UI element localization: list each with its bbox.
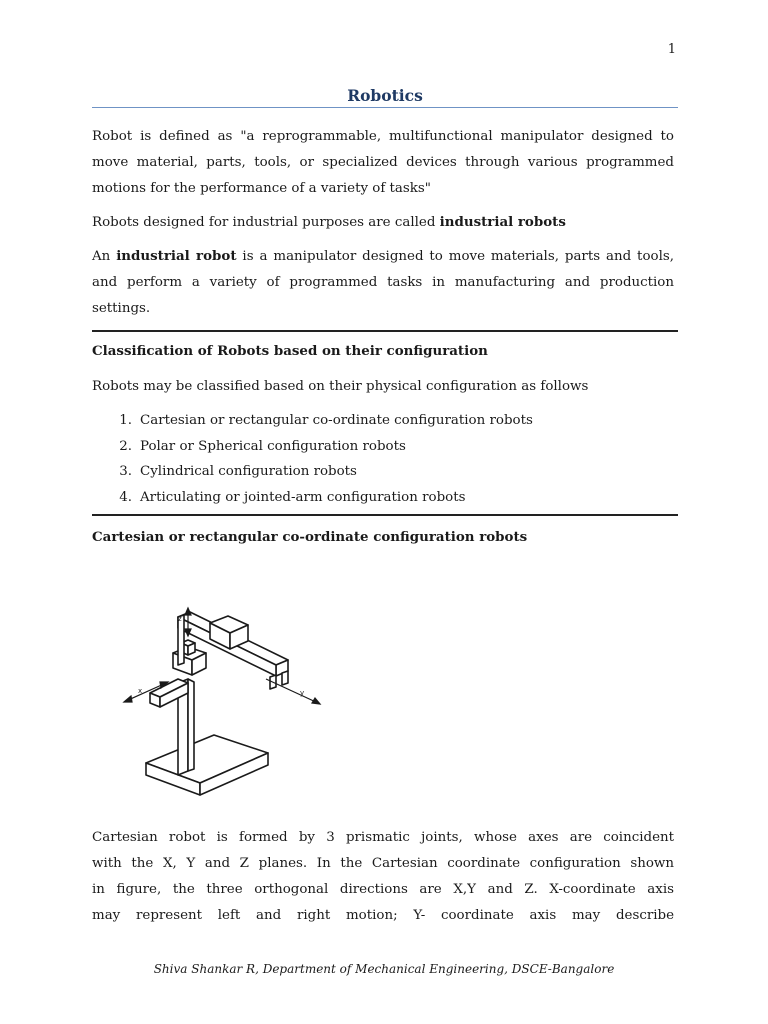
cartesian-description [92,825,674,929]
list-item-number: 4. [119,489,132,505]
industrial-def-term: industrial robot [116,248,237,264]
list-item [92,485,674,511]
text-line: may represent left and right motion; Y- coordinate axis may describe [92,908,674,923]
list-item [92,434,674,460]
list-item [92,459,674,485]
classification-heading: Classification of Robots based on their configuration [92,343,488,359]
main-content [92,124,674,550]
list-item-text: Cylindrical configuration robots [140,464,357,479]
industrial-definition-paragraph [92,243,674,322]
list-item-number: 3. [119,464,132,479]
figure-label-z: z [178,615,182,623]
definition-paragraph: Robot is defined as "a reprogrammable, multifunctional manipulator designed to move material, parts, tools, or specialized devices through various programmed motions for the performance of a variety of tasks" [92,129,674,196]
industrial-term: industrial robots [439,214,566,230]
list-item-text: Cartesian or rectangular co-ordinate configuration robots [140,413,533,428]
industrial-def-prefix: An [92,249,117,264]
section-divider [92,514,678,516]
list-item-number: 1. [119,413,132,428]
list-item-number: 2. [119,438,132,454]
industrial-prefix: Robots designed for industrial purposes are called [92,215,440,230]
figure-label-y: y [300,689,305,697]
page-footer: Shiva Shankar R, Department of Mechanical Engineering, DSCE-Bangalore [153,962,615,976]
page-title: Robotics [347,86,423,105]
title-bar [92,86,678,108]
industrial-paragraph [92,209,674,236]
cartesian-robot-figure [118,575,328,810]
text-line: Cartesian robot is formed by 3 prismatic joints, whose axes are coincident [92,830,674,845]
text-line: with the X, Y and Z planes. In the Cartesian coordinate configuration shown [92,856,674,871]
text-line: in figure, the three orthogonal directions are X,Y and Z. X-coordinate axis [92,882,674,897]
section-divider [92,330,678,332]
list-item [92,408,674,434]
industrial-def-rest: is a manipulator designed to move materials, parts and tools, and perform a variety of programmed tasks in manufacturing and production settings. [92,249,674,316]
classification-intro: Robots may be classified based on their physical configuration as follows [92,379,589,394]
list-item-text: Articulating or jointed-arm configuration robots [140,489,466,505]
classification-list [92,408,674,510]
cartesian-heading: Cartesian or rectangular co-ordinate configuration robots [92,529,528,545]
list-item-text: Polar or Spherical configuration robots [140,438,406,454]
page-number: 1 [667,42,676,57]
figure-label-x: x [138,687,143,695]
